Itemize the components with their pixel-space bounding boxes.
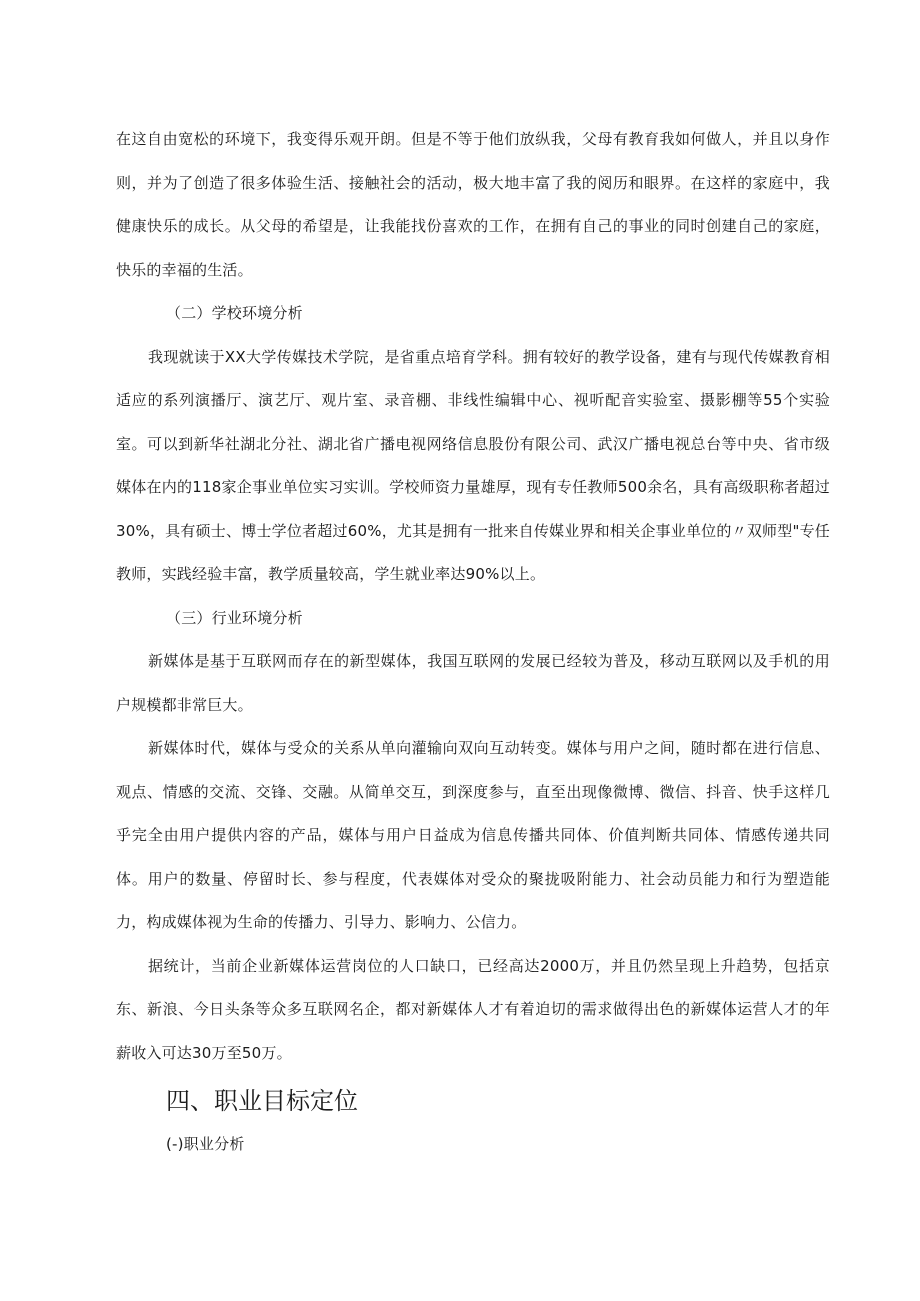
family-paragraph: 在这自由宽松的环境下，我变得乐观开朗。但是不等于他们放纵我，父母有教育我如何做人，并且以身作则，并为了创造了很多体验生活、接触社会的活动，极大地丰富了我的阅历和眼界。在这样的家庭中，我健康快乐的成长。从父母的希望是，让我能找份喜欢的工作，在拥有自己的事业的同时创建自己的家庭，快乐的幸福的生活。 xyxy=(116,130,830,279)
career-goal-section-heading: 四、职业目标定位 xyxy=(166,1087,358,1115)
career-analysis-heading: (-)职业分析 xyxy=(166,1135,245,1153)
industry-paragraph-new-media-era: 新媒体时代，媒体与受众的关系从单向灌输向双向互动转变。媒体与用户之间，随时都在进行信息、观点、情感的交流、交锋、交融。从简单交互，到深度参与，直至出现像微博、微信、抖音、快手这样几乎完全由用户提供内容的产品，媒体与用户日益成为信息传播共同体、价值判断共同体、情感传递共同体。用户的数量、停留时长、参与程度，代表媒体对受众的聚拢吸附能力、社会动员能力和行为塑造能力，构成媒体视为生命的传播力、引导力、影响力、公信力。 xyxy=(116,739,830,931)
school-environment-paragraph: 我现就读于XX大学传媒技术学院，是省重点培育学科。拥有较好的教学设备，建有与现代传媒教育相适应的系列演播厅、演艺厅、观片室、录音棚、非线性编辑中心、视听配音实验室、摄影棚等55个实验室。可以到新华社湖北分社、湖北省广播电视网络信息股份有限公司、武汉广播电视总台等中央、省市级媒体在内的118家企事业单位实习实训。学校师资力量雄厚，现有专任教师500余名，具有高级职称者超过30%，具有硕士、博士学位者超过60%，尤其是拥有一批来自传媒业界和相关企事业单位的〃双师型"专任教师，实践经验丰富，教学质量较高，学生就业率达90%以上。 xyxy=(116,347,830,583)
school-environment-heading: （二）学校环境分析 xyxy=(166,304,303,322)
industry-environment-heading: （三）行业环境分析 xyxy=(166,608,303,627)
industry-paragraph-internet: 新媒体是基于互联网而存在的新型媒体，我国互联网的发展已经较为普及，移动互联网以及手机的用户规模都非常巨大。 xyxy=(116,652,830,714)
industry-paragraph-statistics: 据统计，当前企业新媒体运营岗位的人口缺口，已经高达2000万，并且仍然呈现上升趋势，包括京东、新浪、今日头条等众多互联网名企，都对新媒体人才有着迫切的需求做得出色的新媒体运营人才的年薪收入可达30万至50万。 xyxy=(116,956,830,1062)
document-body xyxy=(116,118,830,1167)
